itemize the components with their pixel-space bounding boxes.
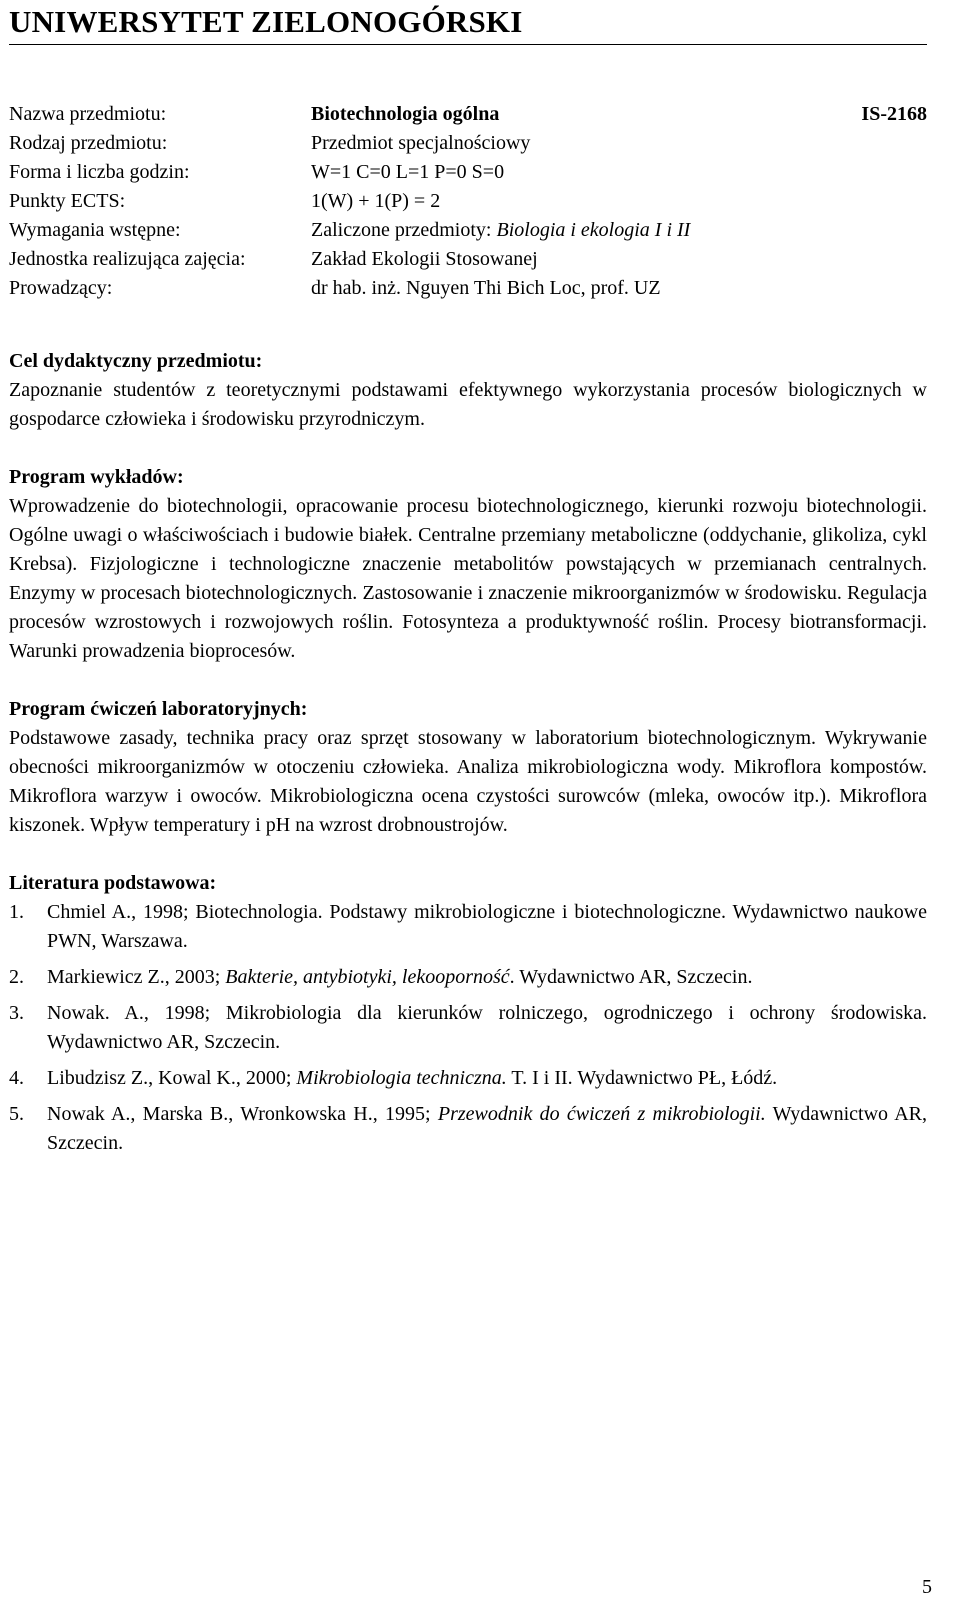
section-lectures [9, 463, 927, 666]
ects-value: 1(W) + 1(P) = 2 [311, 190, 441, 212]
page-number: 5 [922, 1576, 932, 1598]
ref-year: , 1998; [143, 1002, 226, 1024]
literature-item-number: 5. [9, 1103, 24, 1125]
document-page [9, 0, 927, 1165]
ref-publisher: Wydawnictwo AR, Szczecin. [47, 1103, 927, 1154]
ref-year: , 1995; [372, 1103, 438, 1125]
ects-label: Punkty ECTS: [9, 190, 126, 212]
lectures-text: Wprowadzenie do biotechnologii, opracowanie procesu biotechnologicznego, kierunki rozwoju biotechnologii. Ogólne uwagi o właściwościach i budowie białek. Centralne przemiany metaboliczne (oddychanie, glikoliza, cykl Krebsa). Fizjologiczne i technologiczne znaczenie metabolitów powstających w przemianach centralnych. Enzymy w procesach biotechnologicznych. Zastosowanie i znaczenie mikroorganizmów w środowisku. Regulacja procesów wzrostowych i rozwojowych roślin. Fotosynteza a produktywność roślin. Procesy biotransformacji. Warunki prowadzenia bioprocesów. [9, 495, 927, 662]
literature-heading: Literatura podstawowa: [9, 872, 217, 894]
literature-item-text [47, 999, 927, 1057]
info-row-type [9, 129, 927, 158]
course-info-table [9, 100, 927, 303]
section-objective [9, 347, 927, 434]
section-literature [9, 869, 927, 1158]
ref-year: , 2003; [164, 966, 226, 988]
ref-publisher: Wydawnictwo naukowe PWN, Warszawa. [47, 901, 928, 952]
ref-title: Mikrobiologia dla kierunków rolniczego, ogrodniczego i ochrony środowiska. [225, 1002, 927, 1024]
ref-title: Bakterie, antybiotyki, lekooporność [225, 966, 510, 988]
section-laboratory [9, 695, 927, 840]
ref-title: Przewodnik do ćwiczeń z mikrobiologii. [437, 1103, 766, 1125]
ref-title: Biotechnologia. Podstawy mikrobiologiczne i biotechnologiczne. [195, 901, 727, 923]
literature-item-text [47, 1064, 927, 1093]
info-row-requirements [9, 216, 927, 245]
lecturer-label: Prowadzący: [9, 277, 113, 299]
literature-item-number: 2. [9, 966, 24, 988]
literature-item [9, 1064, 927, 1093]
info-row-name [9, 100, 927, 129]
laboratory-text: Podstawowe zasady, technika pracy oraz sprzęt stosowany w laboratorium biotechnologicznym. Wykrywanie obecności mikroorganizmów w otoczeniu człowieka. Analiza mikrobiologiczna wody. Mikroflora kompostów. Mikroflora warzyw i owoców. Mikrobiologiczna ocena czystości surowców (mleka, owoców itp.). Mikroflora kiszonek. Wpływ temperatury i pH na wzrost drobnoustrojów. [9, 727, 927, 836]
ref-authors: Nowak. A. [47, 1002, 144, 1024]
course-code: IS-2168 [861, 103, 927, 125]
hours-label: Forma i liczba godzin: [9, 161, 190, 183]
course-type-label: Rodzaj przedmiotu: [9, 132, 168, 154]
lecturer-value: dr hab. inż. Nguyen Thi Bich Loc, prof. UZ [311, 277, 661, 299]
literature-item-text [47, 898, 927, 956]
literature-item-text [47, 1100, 927, 1158]
literature-item-text [47, 963, 927, 992]
ref-year: , 2000; [235, 1067, 297, 1089]
ref-year: , 1998; [131, 901, 196, 923]
literature-item [9, 898, 927, 956]
literature-item [9, 963, 927, 992]
literature-item-number: 1. [9, 901, 24, 923]
unit-value: Zakład Ekologii Stosowanej [311, 248, 538, 270]
info-row-hours [9, 158, 927, 187]
literature-list [9, 898, 927, 1158]
requirements-label: Wymagania wstępne: [9, 219, 181, 241]
course-name-label: Nazwa przedmiotu: [9, 103, 167, 125]
ref-authors: Markiewicz Z. [47, 966, 165, 988]
ref-title: Mikrobiologia techniczna. [296, 1067, 507, 1089]
ref-authors: Chmiel A. [47, 901, 132, 923]
requirements-value [311, 216, 927, 245]
ref-publisher: . Wydawnictwo AR, Szczecin. [509, 966, 753, 988]
info-row-lecturer [9, 274, 927, 303]
laboratory-heading: Program ćwiczeń laboratoryjnych: [9, 698, 308, 720]
requirements-prefix: Zaliczone przedmioty: [311, 219, 497, 241]
ref-authors: Nowak A., Marska B., Wronkowska H. [47, 1103, 373, 1125]
info-row-ects [9, 187, 927, 216]
objective-text: Zapoznanie studentów z teoretycznymi podstawami efektywnego wykorzystania procesów biologicznych w gospodarce człowieka i środowisku przyrodniczym. [9, 379, 927, 430]
unit-label: Jednostka realizująca zajęcia: [9, 248, 246, 270]
course-type-value: Przedmiot specjalnościowy [311, 132, 531, 154]
literature-item [9, 999, 927, 1057]
lectures-heading: Program wykładów: [9, 466, 184, 488]
literature-item-number: 3. [9, 1002, 24, 1024]
ref-publisher: Wydawnictwo AR, Szczecin. [47, 1031, 281, 1053]
objective-heading: Cel dydaktyczny przedmiotu: [9, 350, 263, 372]
requirements-courses: Biologia i ekologia I i II [496, 219, 691, 241]
literature-item [9, 1100, 927, 1158]
course-name-value: Biotechnologia ogólna [311, 103, 500, 125]
literature-item-number: 4. [9, 1067, 24, 1089]
ref-authors: Libudzisz Z., Kowal K. [47, 1067, 236, 1089]
hours-value: W=1 C=0 L=1 P=0 S=0 [311, 161, 505, 183]
info-row-unit [9, 245, 927, 274]
university-title: UNIWERSYTET ZIELONOGÓRSKI [9, 0, 927, 45]
ref-publisher: T. I i II. Wydawnictwo PŁ, Łódź. [506, 1067, 778, 1089]
